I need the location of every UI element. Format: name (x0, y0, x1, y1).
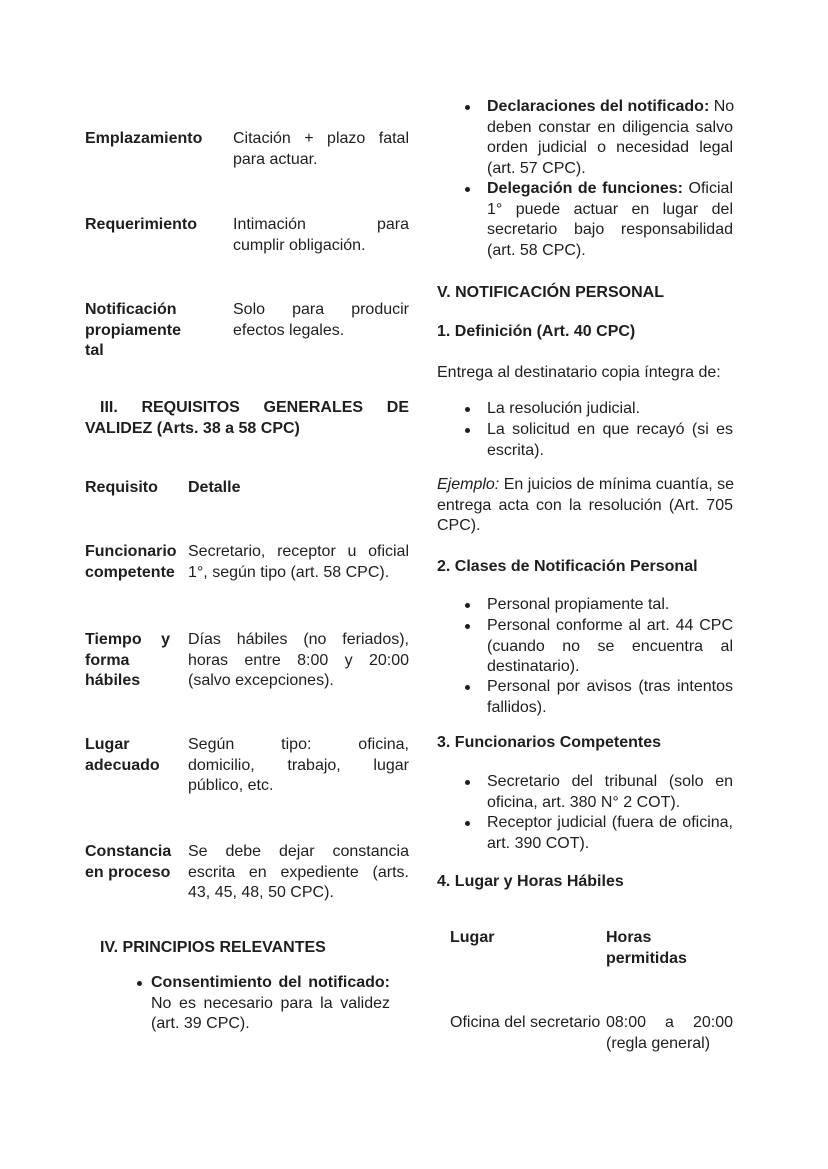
text-line: Citación + plazo fatal (233, 130, 409, 147)
list-item (437, 179, 733, 261)
section-heading-v (437, 283, 733, 304)
example-paragraph (437, 475, 733, 537)
text-line: permitidas (606, 949, 687, 967)
list-item (437, 813, 733, 854)
term-cell (85, 735, 170, 776)
text-line: Notificación (85, 301, 177, 318)
list-item (437, 97, 733, 179)
bullet-icon (465, 603, 470, 608)
text-line: Requerimiento (85, 216, 198, 233)
term-cell (85, 630, 170, 692)
subsection-heading-4 (437, 872, 733, 893)
text-line: forma (85, 651, 130, 669)
text-line: efectos legales. (233, 321, 345, 339)
bullet-icon (465, 105, 470, 110)
detail-cell (188, 542, 409, 583)
text-line: cumplir obligación. (233, 236, 366, 254)
column-header (606, 928, 733, 969)
list-item (437, 772, 733, 813)
text-line: secretario bajo responsabilidad (487, 221, 733, 238)
section-heading-iv (85, 938, 409, 959)
left-column (85, 0, 409, 1169)
text-line: hábiles (85, 672, 141, 689)
text-line: propiamente (85, 321, 182, 339)
text-line: Personal propiamente tal. (487, 596, 670, 613)
column-header (450, 928, 602, 949)
text-line: orden judicial o necesidad legal (487, 139, 733, 156)
text-line: horas entre 8:00 y 20:00 (188, 651, 409, 669)
text-line: Intimación para (233, 216, 409, 233)
lead-rest: No (709, 98, 735, 115)
text-line: 4. Lugar y Horas Hábiles (437, 873, 624, 890)
lead-rest: En juicios de mínima cuantía, se (499, 476, 735, 493)
bullet-icon (465, 624, 470, 629)
text-line: Oficina del secretario (450, 1014, 601, 1031)
text-line: deben constar en diligencia salvo (487, 118, 733, 136)
text-line: competente (85, 563, 175, 581)
text-line: Horas (606, 929, 652, 946)
column-header (85, 478, 170, 499)
text-line: 1° puede actuar en lugar del (487, 200, 733, 218)
text-line: Emplazamiento (85, 130, 203, 147)
text-line: Según tipo: oficina, (188, 736, 409, 753)
detail-cell (233, 300, 409, 341)
detail-cell (188, 842, 409, 904)
text-line: Consentimiento del notificado: (151, 974, 390, 991)
text-line: escrita en expediente (arts. (188, 863, 409, 881)
bold-lead: Delegación de funciones: (487, 180, 683, 197)
column-header (188, 478, 409, 499)
text-line: Lugar (85, 736, 130, 753)
text-line: oficina, art. 380 N° 2 COT). (487, 793, 681, 811)
text-line: La resolución judicial. (487, 400, 640, 417)
term-cell (85, 129, 230, 150)
text-line: III. REQUISITOS GENERALES DE (100, 399, 409, 416)
subsection-heading-3 (437, 733, 733, 754)
text-line: Se debe dejar constancia (188, 843, 409, 860)
text-line: Solo para producir (233, 301, 409, 318)
text-line: 1. Definición (Art. 40 CPC) (437, 323, 636, 340)
bold-lead: Declaraciones del notificado: (487, 98, 710, 115)
bullet-icon (465, 407, 470, 412)
text-line: destinatario). (487, 658, 580, 675)
text-line: Entrega al destinatario copia íntegra de: (437, 364, 721, 381)
lead-rest: Oficial (683, 180, 733, 197)
text-line: (cuando no se encuentra al (487, 637, 733, 655)
detail-cell (188, 735, 409, 797)
bullet-icon (465, 428, 470, 433)
text-line: en proceso (85, 863, 171, 881)
text-line: (art. 39 CPC). (151, 1015, 250, 1032)
text-line: Secretario del tribunal (solo en (487, 773, 733, 790)
bullet-icon (465, 685, 470, 690)
text-line: público, etc. (188, 777, 274, 794)
text-line: 3. Funcionarios Competentes (437, 734, 662, 751)
text-line: entrega acta con la resolución (Art. 705 (437, 496, 733, 514)
term-cell (85, 215, 230, 236)
text-line: adecuado (85, 756, 160, 774)
text-line: para actuar. (233, 150, 318, 168)
text-line: art. 390 COT). (487, 834, 590, 852)
text-line: Secretario, receptor u oficial (188, 543, 409, 560)
detail-cell (606, 1013, 733, 1054)
text-line: 43, 45, 48, 50 CPC). (188, 884, 334, 901)
list-item (437, 399, 733, 420)
right-column (437, 0, 733, 1169)
text-line: Requisito (85, 479, 158, 496)
text-line: V. NOTIFICACIÓN PERSONAL (437, 284, 664, 301)
text-line: Funcionario (85, 543, 177, 560)
text-line (487, 179, 733, 200)
term-cell (85, 300, 230, 362)
subsection-heading-1 (437, 322, 733, 343)
section-heading-iii (85, 398, 409, 439)
subsection-heading-2 (437, 557, 733, 578)
text-line: Personal por avisos (tras intentos (487, 678, 733, 695)
bullet-icon (137, 981, 142, 986)
text-line: Tiempo y (85, 631, 170, 648)
text-line: tal (85, 342, 104, 359)
text-line: Receptor judicial (fuera de oficina, (487, 814, 733, 831)
text-line: Personal conforme al art. 44 CPC (487, 617, 733, 634)
text-line (487, 97, 733, 118)
list-item (437, 616, 733, 678)
text-line: CPC). (437, 517, 481, 534)
italic-lead: Ejemplo: (437, 476, 500, 493)
text-line: domicilio, trabajo, lugar (188, 756, 409, 774)
text-line: La solicitud en que recayó (si es (487, 421, 733, 438)
text-line: fallidos). (487, 698, 547, 716)
text-line: Días hábiles (no feriados), (188, 631, 409, 648)
text-line: 1°, según tipo (art. 58 CPC). (188, 563, 390, 581)
list-item (437, 677, 733, 718)
text-line: Constancia (85, 843, 172, 860)
text-line: (salvo excepciones). (188, 672, 334, 689)
text-line: (art. 57 CPC). (487, 159, 586, 177)
text-line: (regla general) (606, 1034, 711, 1052)
text-line: 2. Clases de Notificación Personal (437, 558, 698, 575)
text-line: Lugar (450, 929, 495, 946)
term-cell (450, 1013, 602, 1034)
text-line: Detalle (188, 479, 241, 496)
detail-cell (233, 215, 409, 256)
bullet-icon (465, 821, 470, 826)
term-cell (85, 842, 170, 883)
detail-cell (188, 630, 409, 692)
text-line (437, 475, 733, 496)
text-line: 08:00 a 20:00 (606, 1014, 733, 1031)
text-line: No es necesario para la validez (151, 994, 390, 1012)
text-line: VALIDEZ (Arts. 38 a 58 CPC) (85, 419, 300, 437)
bullet-icon (465, 780, 470, 785)
text-line: IV. PRINCIPIOS RELEVANTES (100, 939, 326, 956)
intro-paragraph (437, 363, 733, 384)
list-item (437, 595, 733, 616)
text-line: escrita). (487, 441, 544, 459)
list-item (85, 973, 390, 1035)
detail-cell (233, 129, 409, 170)
term-cell (85, 542, 177, 583)
bullet-icon (465, 187, 470, 192)
text-line: (art. 58 CPC). (487, 241, 586, 259)
list-item (437, 420, 733, 461)
